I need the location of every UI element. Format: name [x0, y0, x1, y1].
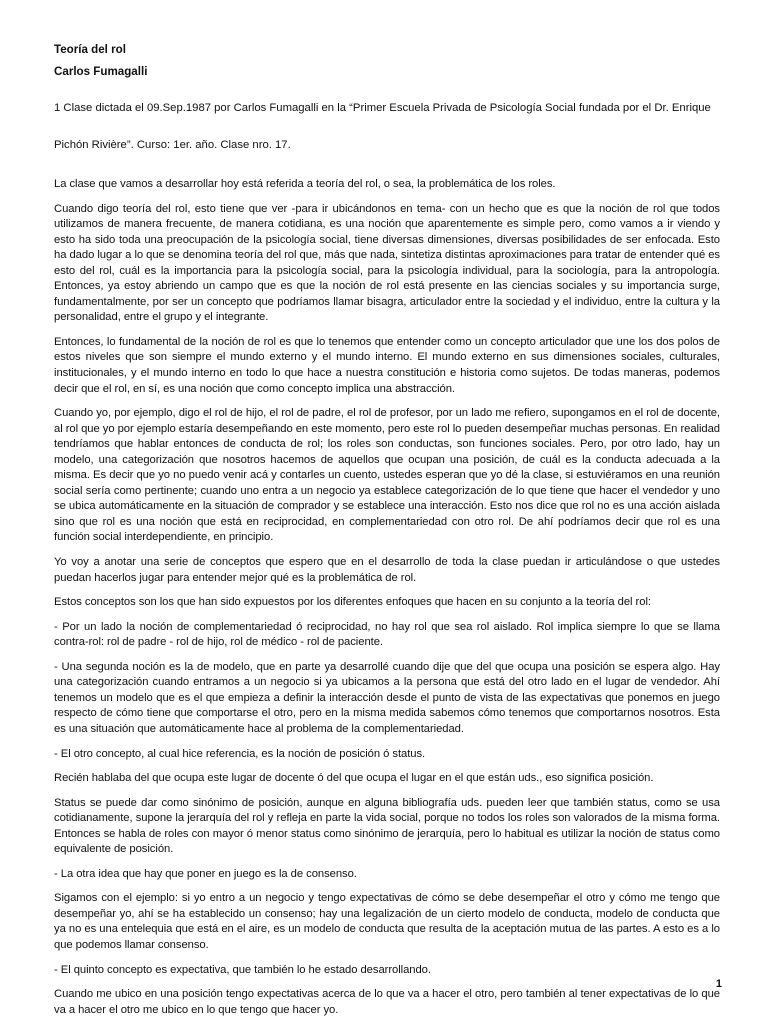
paragraph: - El quinto concepto es expectativa, que también lo he estado desarrollando. — [54, 963, 431, 976]
paragraph: Entonces, lo fundamental de la noción de rol es que lo tenemos que entender como un concepto articulador que une los dos polos de estos niveles que son siempre el mundo externo y el mundo interno. El mundo externo en sus dimensiones sociales, culturales, institucionales, y el mundo interno en todo lo que hace a nuestra constitución e historia como sujetos. De todas maneras, podemos decir que el rol, en sí, es una noción que como concepto implica una abstracción. — [54, 335, 720, 395]
paragraph: - Por un lado la noción de complementariedad ó reciprocidad, no hay rol que sea rol aislado. Rol implica siempre lo que se llama contra-rol: rol de padre - rol de hijo, rol de médico - rol de paciente. — [54, 620, 720, 649]
paragraph: - El otro concepto, al cual hice referencia, es la noción de posición ó status. — [54, 747, 426, 760]
document-body — [54, 177, 720, 1027]
paragraph: La clase que vamos a desarrollar hoy está referida a teoría del rol, o sea, la problemática de los roles. — [54, 178, 556, 190]
paragraph: Recién hablaba del que ocupa este lugar de docente ó del que ocupa el lugar en el que están uds., eso significa posición. — [54, 772, 654, 785]
paragraph: - Una segunda noción es la de modelo, que en parte ya desarrollé cuando dije que del que ocupa una posición se espera algo. Hay una categorización cuando entramos a un negocio si ya ubicamos a la persona que está del otro lado en el lugar de vendedor. Ahí tenemos un modelo que es el que empieza a definir la interacción desde el punto de vista de las expectativas que ponemos en juego respecto de cómo tiene que comportarse el otro, pero en la misma medida sabemos cómo tenemos que comportarnos nosotros. Esta es una situación que automáticamente hace al problema de la complementariedad. — [54, 660, 720, 735]
paragraph: Status se puede dar como sinónimo de posición, aunque en alguna bibliografía uds. pueden leer que también status, como se usa cotidianamente, supone la jerarquía del rol y refleja en parte la vida social, porque no todos los roles son valorados de la misma forma. Entonces se habla de roles con mayor ó menor status como sinónimo de jerarquía, pero lo habitual es utilizar la noción de status como equivalente de posición. — [54, 796, 720, 856]
paragraph: Sigamos con el ejemplo: si yo entro a un negocio y tengo expectativas de cómo se debe desempeñar el otro y cómo me tengo que desempeñar yo, ahí se ha establecido un consenso; hay una legalización de un cierto modelo de conducta, modelo de conducta que ya no es una entelequia que está en el aire, es un modelo de conducta que resulta de la aceptación mutua de las partes. A esto es a lo que podemos llamar consenso. — [54, 892, 720, 951]
paragraph: Yo voy a anotar una serie de conceptos que espero que en el desarrollo de toda la clase puedan ir articulándose o que ustedes puedan hacerlos jugar para entender mejor qué es la problemática de rol. — [54, 556, 720, 584]
class-reference-line-2: Pichón Rivière”. Curso: 1er. año. Clase nro. 17. — [54, 139, 291, 151]
document-title: Teoría del rol — [54, 43, 126, 56]
paragraph: Cuando me ubico en una posición tengo expectativas acerca de lo que va a hacer el otro, pero también al tener expectativas de lo que va a hacer el otro me ubico en lo que tengo que hacer yo. — [54, 988, 720, 1016]
page-number: 1 — [715, 978, 722, 990]
paragraph: Cuando yo, por ejemplo, digo el rol de hijo, el rol de padre, el rol de profesor, por un lado me refiero, supongamos en el rol de docente, al rol que yo por ejemplo estaría desempeñando en este momento, pero este rol lo pueden desempeñar muchas personas. En realidad tendríamos que hablar entonces de conducta de rol; los roles son conductas, son funciones sociales. Pero, por otro lado, hay un modelo, una categorización que nosotros hacemos de aquellos que ocupan una posición, de cuál es la conducta adecuada a la misma. Es decir que yo no puedo venir acá y contarles un cuento, ustedes esperan que yo dé la clase, si estuviéramos en una reunión social sería como pertinente; cuando uno entra a un negocio ya establece categorización de lo que tiene que hacer el vendedor y uno se ubica automáticamente en la situación de comprador y se establece una interacción. Esto nos dice que rol no es una acción aislada sino que rol es una noción que está en reciprocidad, en complementariedad con otro rol. De ahí podríamos decir que rol es una función social interdependiente, en principio. — [54, 407, 720, 544]
paragraph: - La otra idea que hay que poner en juego es la de consenso. — [54, 867, 357, 880]
document-author: Carlos Fumagalli — [54, 65, 148, 78]
paragraph: Estos conceptos son los que han sido expuestos por los diferentes enfoques que hacen en su conjunto a la teoría del rol: — [54, 596, 651, 609]
paragraph: Cuando digo teoría del rol, esto tiene que ver -para ir ubicándonos en tema- con un hecho que es que la noción de rol que todos utilizamos de manera frecuente, de manera cotidiana, es una noción que aparentemente es simple pero, como vamos a ir viendo y esto ha sido toda una preocupación de la psicología social, tiene diversas dimensiones, diversas posibilidades de ser enfocada. Esto ha dado lugar a lo que se denomina teoría del rol que, más que nada, sintetiza distintas aproximaciones para tratar de entender qué es esto del rol, cuál es la importancia para la psicología social, para la psicología individual, para la sociología, para la antropología. Entonces, ya estoy abriendo un campo que es que la noción de rol está presente en las ciencias sociales y su importancia surge, fundamentalmente, por ser un concepto que podríamos llamar bisagra, articulador entre la sociedad y el individuo, entre la cultura y la personalidad, entre el grupo y el integrante. — [54, 202, 720, 324]
class-reference-line-1: 1 Clase dictada el 09.Sep.1987 por Carlos Fumagalli en la “Primer Escuela Privada de Psicología Social fundada por el Dr. Enrique — [54, 102, 711, 114]
